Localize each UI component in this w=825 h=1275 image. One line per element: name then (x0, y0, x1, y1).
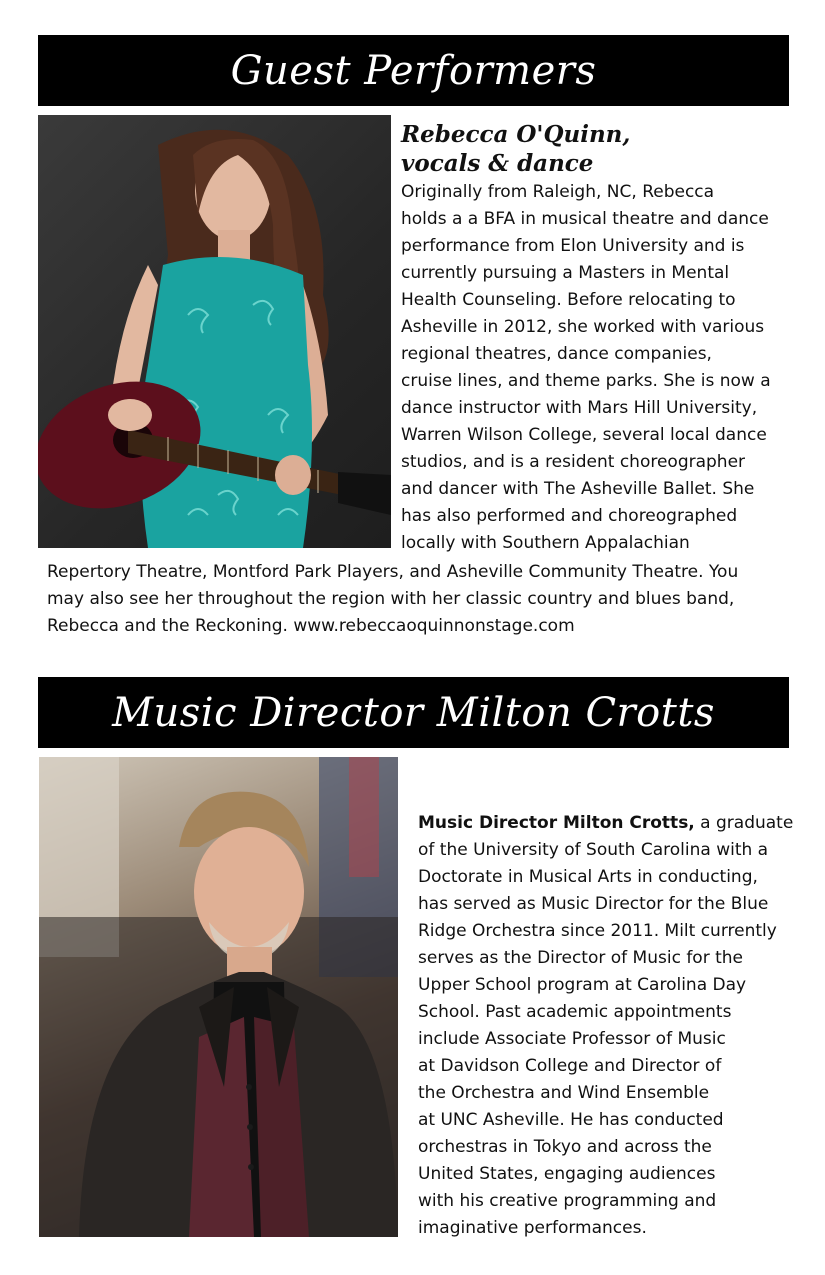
bio-line: locally with Southern Appalachian (401, 533, 690, 553)
bio-line: Doctorate in Musical Arts in conducting, (418, 867, 758, 887)
bio-line: School. Past academic appointments (418, 1002, 732, 1022)
bio-line: has served as Music Director for the Blue (418, 894, 769, 914)
bio-line: the Orchestra and Wind Ensemble (418, 1083, 710, 1103)
bio-line: serves as the Director of Music for the (418, 948, 744, 968)
rebecca-oquinn-photo (38, 115, 391, 548)
performer-portrait-illustration (38, 115, 391, 548)
bio-line: at Davidson College and Director of (418, 1056, 722, 1076)
guest-performers-banner (38, 35, 789, 106)
performer-name (401, 120, 781, 178)
performer-name-line: Rebecca O'Quinn, (401, 121, 631, 148)
section-heading: Guest Performers (230, 47, 597, 94)
bio-line: Repertory Theatre, Montford Park Players, and Asheville Community Theatre. You (47, 562, 739, 582)
music-director-banner (38, 677, 789, 748)
milton-crotts-photo (39, 757, 398, 1237)
bio-line: orchestras in Tokyo and across the (418, 1137, 712, 1157)
bio-line: cruise lines, and theme parks. She is now a (401, 371, 771, 391)
bio-line: studios, and is a resident choreographer (401, 452, 746, 472)
performer-bio (401, 179, 791, 557)
bio-line: holds a a BFA in musical theatre and dance (401, 209, 769, 229)
bio-line: Health Counseling. Before relocating to (401, 290, 736, 310)
bio-line: Originally from Raleigh, NC, Rebecca (401, 182, 715, 202)
bio-line: has also performed and choreographed (401, 506, 738, 526)
director-portrait-illustration (39, 757, 398, 1237)
bio-line: Ridge Orchestra since 2011. Milt currently (418, 921, 777, 941)
bio-line: regional theatres, dance companies, (401, 344, 712, 364)
bio-line: of the University of South Carolina with a (418, 840, 769, 860)
bio-line: dance instructor with Mars Hill University, (401, 398, 758, 418)
bio-line: United States, engaging audiences (418, 1164, 716, 1184)
bio-line: Upper School program at Carolina Day (418, 975, 747, 995)
bio-line: currently pursuing a Masters in Mental (401, 263, 730, 283)
bio-line: Rebecca and the Reckoning. www.rebeccaoquinnonstage.com (47, 616, 575, 636)
bio-line: imaginative performances. (418, 1218, 647, 1238)
bio-line: at UNC Asheville. He has conducted (418, 1110, 724, 1130)
bio-line: Asheville in 2012, she worked with various (401, 317, 765, 337)
director-bio (418, 810, 798, 1242)
bio-line: with his creative programming and (418, 1191, 717, 1211)
bio-line (418, 810, 798, 837)
bio-line: may also see her throughout the region with her classic country and blues band, (47, 589, 735, 609)
performer-bio-continued (47, 559, 807, 640)
performer-role-line: vocals & dance (401, 150, 594, 177)
director-bio-lead: Music Director Milton Crotts, (418, 813, 695, 833)
bio-line: performance from Elon University and is (401, 236, 745, 256)
bio-line: include Associate Professor of Music (418, 1029, 726, 1049)
bio-line-rest: a graduate (694, 813, 794, 833)
section-heading: Music Director Milton Crotts (112, 689, 715, 736)
bio-line: and dancer with The Asheville Ballet. She (401, 479, 755, 499)
bio-line: Warren Wilson College, several local dance (401, 425, 767, 445)
